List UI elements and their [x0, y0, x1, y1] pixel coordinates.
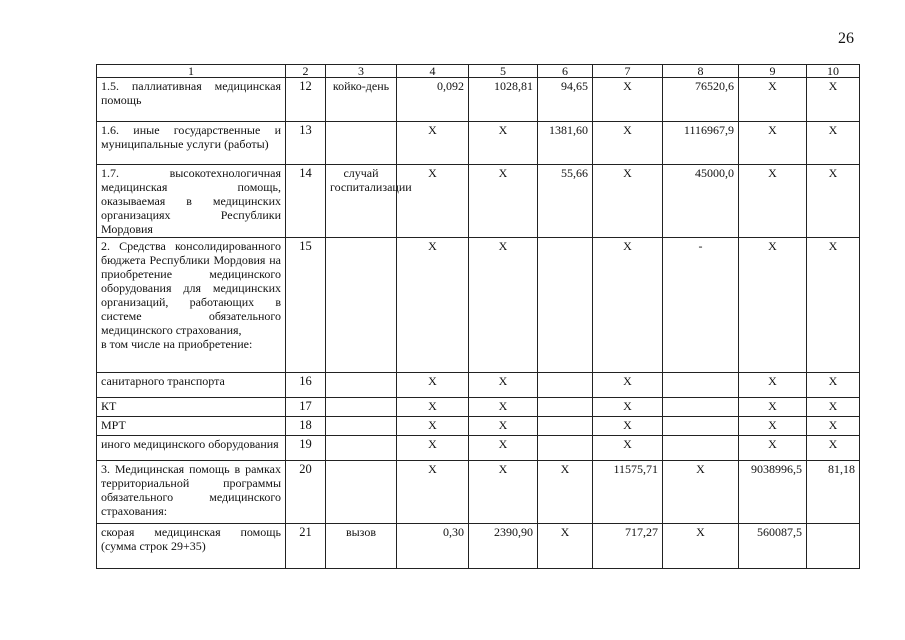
header-row [97, 65, 860, 78]
header-cell: 7 [593, 65, 663, 78]
cell-c9: X [739, 238, 807, 373]
cell-c9: X [739, 373, 807, 398]
cell-c5: X [469, 417, 538, 436]
cell-c7: X [593, 373, 663, 398]
cell-c8: 45000,0 [663, 165, 739, 238]
cell-c9: 9038996,5 [739, 461, 807, 524]
cell-c7: 11575,71 [593, 461, 663, 524]
cell-c7: X [593, 238, 663, 373]
row-unit [326, 398, 397, 417]
cell-c8 [663, 436, 739, 461]
cell-c8: X [663, 524, 739, 569]
cell-c10: X [807, 436, 860, 461]
row-number: 17 [286, 398, 326, 417]
cell-c4: X [397, 238, 469, 373]
row-name: 3. Медицинская помощь в рамках территориальной программы обязательного медицинского страхования: [97, 461, 286, 524]
table-row [97, 436, 860, 461]
cell-c6 [538, 373, 593, 398]
header-cell: 9 [739, 65, 807, 78]
cell-c6: 55,66 [538, 165, 593, 238]
cell-c10: 81,18 [807, 461, 860, 524]
cell-c10: X [807, 373, 860, 398]
table-row [97, 165, 860, 238]
cell-c10: X [807, 238, 860, 373]
cell-c5: 1028,81 [469, 78, 538, 122]
cell-c4: X [397, 436, 469, 461]
cell-c6 [538, 398, 593, 417]
table-row [97, 398, 860, 417]
row-unit [326, 373, 397, 398]
cell-c5: X [469, 461, 538, 524]
row-number: 18 [286, 417, 326, 436]
cell-c7: X [593, 417, 663, 436]
cell-c8: X [663, 461, 739, 524]
cell-c7: 717,27 [593, 524, 663, 569]
row-name: скорая медицинская помощь (сумма строк 29+35) [97, 524, 286, 569]
row-number: 20 [286, 461, 326, 524]
cell-c9: X [739, 78, 807, 122]
cell-c8: - [663, 238, 739, 373]
cell-c9: X [739, 417, 807, 436]
row-number: 21 [286, 524, 326, 569]
cell-c7: X [593, 436, 663, 461]
row-name: 1.6. иные государственные и муниципальные услуги (работы) [97, 122, 286, 165]
data-table [96, 64, 860, 569]
cell-c10: X [807, 398, 860, 417]
cell-c6: X [538, 524, 593, 569]
cell-c7: X [593, 398, 663, 417]
cell-c7: X [593, 122, 663, 165]
row-unit: случай госпитализации [326, 165, 397, 238]
cell-c8 [663, 398, 739, 417]
header-cell: 2 [286, 65, 326, 78]
cell-c10: X [807, 78, 860, 122]
row-unit: вызов [326, 524, 397, 569]
table-row [97, 122, 860, 165]
cell-c10: X [807, 122, 860, 165]
cell-c4: X [397, 373, 469, 398]
row-unit [326, 461, 397, 524]
cell-c8: 1116967,9 [663, 122, 739, 165]
cell-c10 [807, 524, 860, 569]
cell-c10: X [807, 165, 860, 238]
row-unit [326, 436, 397, 461]
row-name: 1.5. паллиативная медицинская помощь [97, 78, 286, 122]
row-unit [326, 122, 397, 165]
row-unit [326, 417, 397, 436]
cell-c4: 0,092 [397, 78, 469, 122]
row-name: МРТ [97, 417, 286, 436]
cell-c9: X [739, 436, 807, 461]
cell-c5: X [469, 165, 538, 238]
cell-c9: X [739, 398, 807, 417]
row-name: КТ [97, 398, 286, 417]
cell-c6 [538, 417, 593, 436]
row-name: иного медицинского оборудования [97, 436, 286, 461]
cell-c6 [538, 238, 593, 373]
cell-c4: 0,30 [397, 524, 469, 569]
table-row [97, 373, 860, 398]
cell-c6: X [538, 461, 593, 524]
cell-c5: X [469, 238, 538, 373]
header-cell: 3 [326, 65, 397, 78]
cell-c4: X [397, 165, 469, 238]
page-number: 26 [838, 30, 854, 47]
row-name: санитарного транспорта [97, 373, 286, 398]
cell-c4: X [397, 122, 469, 165]
cell-c4: X [397, 417, 469, 436]
row-name: 1.7. высокотехнологичная медицинская помощь, оказываемая в медицинских организациях Республики Мордовия [97, 165, 286, 238]
header-cell: 8 [663, 65, 739, 78]
cell-c7: X [593, 78, 663, 122]
cell-c8: 76520,6 [663, 78, 739, 122]
cell-c8 [663, 417, 739, 436]
header-cell: 10 [807, 65, 860, 78]
row-number: 16 [286, 373, 326, 398]
cell-c9: X [739, 165, 807, 238]
cell-c9: X [739, 122, 807, 165]
cell-c5: X [469, 373, 538, 398]
cell-c5: 2390,90 [469, 524, 538, 569]
cell-c9: 560087,5 [739, 524, 807, 569]
table-row [97, 78, 860, 122]
row-unit [326, 238, 397, 373]
cell-c5: X [469, 122, 538, 165]
cell-c5: X [469, 398, 538, 417]
table-row [97, 524, 860, 569]
cell-c6 [538, 436, 593, 461]
row-number: 19 [286, 436, 326, 461]
header-cell: 4 [397, 65, 469, 78]
row-number: 15 [286, 238, 326, 373]
cell-c4: X [397, 461, 469, 524]
header-cell: 5 [469, 65, 538, 78]
row-number: 14 [286, 165, 326, 238]
cell-c5: X [469, 436, 538, 461]
cell-c7: X [593, 165, 663, 238]
cell-c8 [663, 373, 739, 398]
header-cell: 6 [538, 65, 593, 78]
row-number: 13 [286, 122, 326, 165]
table-row [97, 238, 860, 373]
cell-c6: 94,65 [538, 78, 593, 122]
cell-c10: X [807, 417, 860, 436]
table-row [97, 417, 860, 436]
cell-c4: X [397, 398, 469, 417]
row-number: 12 [286, 78, 326, 122]
row-unit: койко-день [326, 78, 397, 122]
table-row [97, 461, 860, 524]
header-cell: 1 [97, 65, 286, 78]
cell-c6: 1381,60 [538, 122, 593, 165]
row-name: 2. Средства консолидированного бюджета Республики Мордовия на приобретение медицинского оборудования для медицинских организаций, работающих в системе обязательного медицинского страхования, в том числе на приобретение: [97, 238, 286, 373]
